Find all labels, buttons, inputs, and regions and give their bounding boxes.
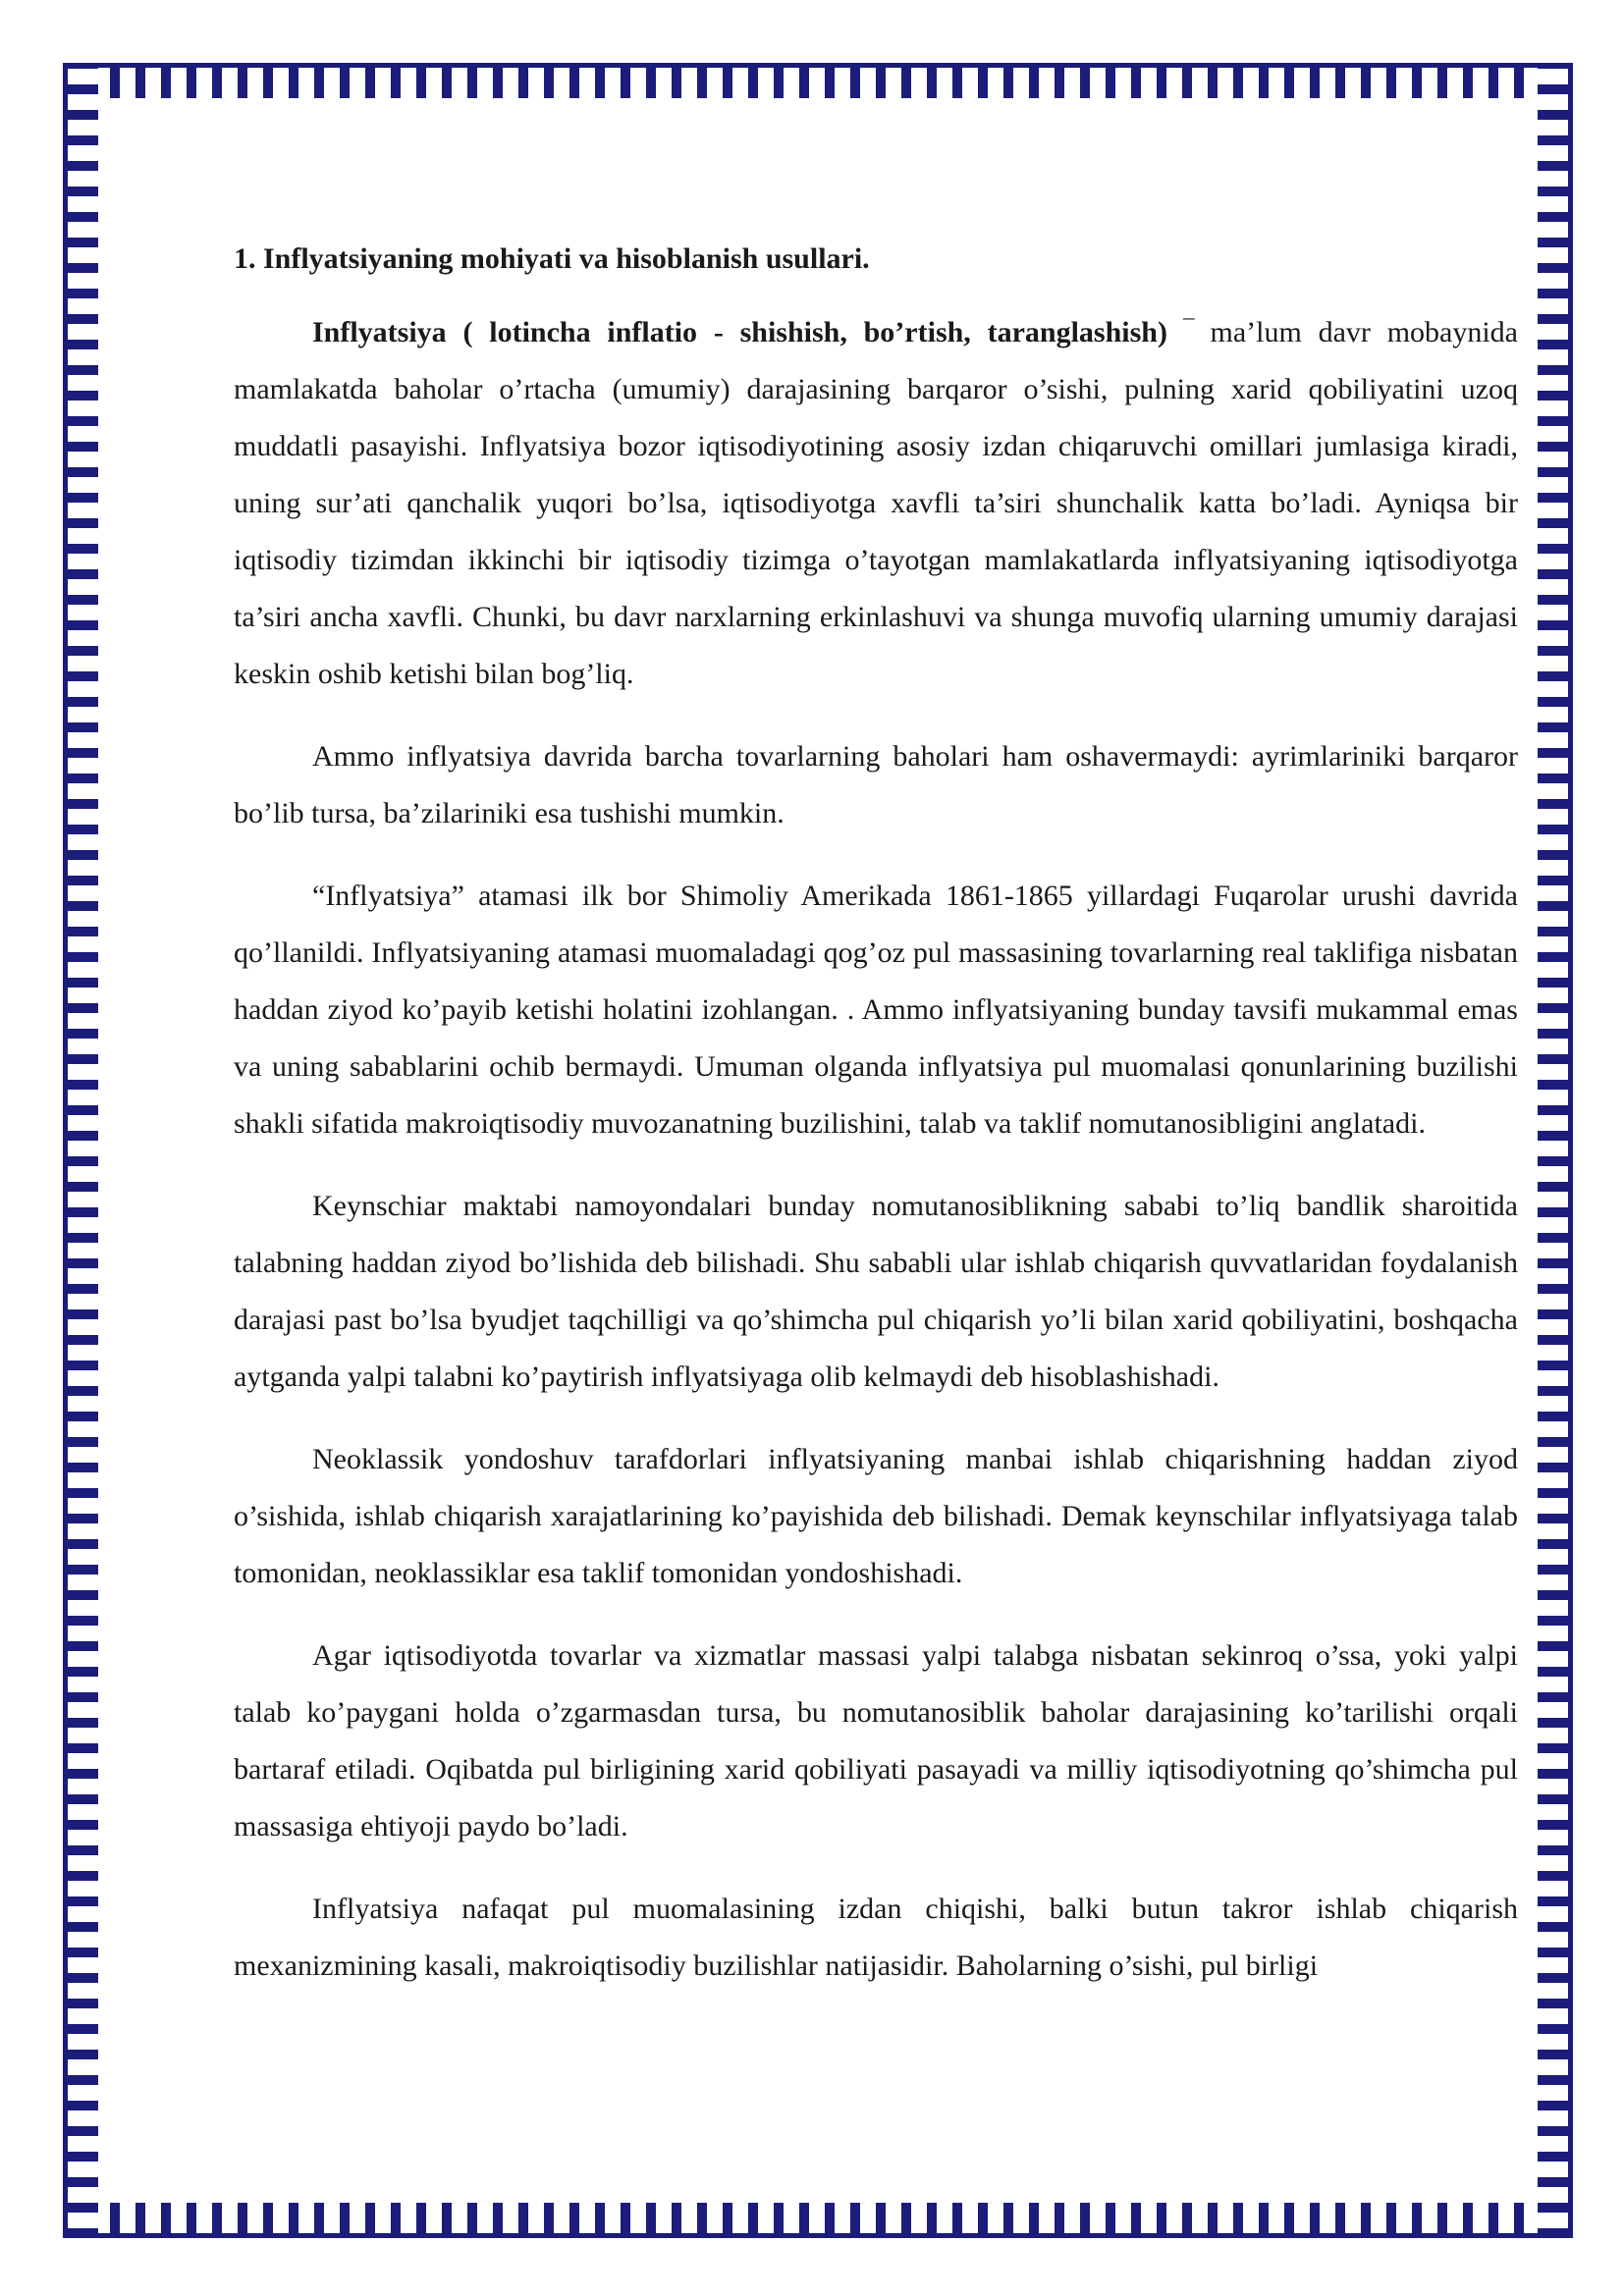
- intro-term: Inflyatsiya ( lotincha inflatio - shishish, bo’rtish, taranglashish) ‾: [312, 316, 1194, 348]
- paragraph: “Inflyatsiya” atamasi ilk bor Shimoliy Amerikada 1861-1865 yillardagi Fuqarolar urushi davrida qo’llanildi. Inflyatsiyaning atamasi muomaladagi qog’oz pul massasining tovarlarning real taklifiga nisbatan haddan ziyod ko’payib ketishi holatini izohlangan. . Ammo inflyatsiyaning bunday tavsifi mukammal emas va uning sabablarini ochib bermaydi. Umuman olganda inflyatsiya pul muomalasi qonunlarining buzilishi shakli sifatida makroiqtisodiy muvozanatning buzilishini, talab va taklif nomutanosibligini anglatadi.: [234, 880, 1518, 1140]
- frame-outer-left: [63, 63, 68, 2238]
- frame-outer-top: [63, 63, 1573, 68]
- decorative-border-top: [63, 63, 1573, 98]
- paragraph: Keynschiar maktabi namoyondalari bunday nomutanosiblikning sababi to’liq bandlik sharoitida talabning haddan ziyod bo’lishida deb bilishadi. Shu sababli ular ishlab chiqarish quvvatlaridan foydalanish darajasi past bo’lsa byudjet taqchilligi va qo’shimcha pul chiqarish yo’li bilan xarid qobiliyatini, boshqacha aytganda yalpi talabni ko’paytirish inflyatsiyaga olib kelmaydi deb hisoblashishadi.: [234, 1190, 1518, 1393]
- frame-outer-bottom: [63, 2233, 1573, 2238]
- paragraph: Neoklassik yondoshuv tarafdorlari inflyatsiyaning manbai ishlab chiqarishning haddan ziyod o’sishida, ishlab chiqarish xarajatlarining ko’payishida deb bilishadi. Demak keynschilar inflyatsiyaga talab tomonidan, neoklassiklar esa taklif tomonidan yondoshishadi.: [234, 1443, 1518, 1589]
- document-content: [234, 234, 1518, 2020]
- frame-outer-right: [1568, 63, 1573, 2238]
- paragraph: Agar iqtisodiyotda tovarlar va xizmatlar massasi yalpi talabga nisbatan sekinroq o’ssa, yoki yalpi talab ko’paygani holda o’zgarmasdan tursa, bu nomutanosiblik baholar darajasining ko’tarilishi orqali bartaraf etiladi. Oqibatda pul birligining xarid qobiliyati pasayadi va milliy iqtisodiyotning qo’shimcha pul massasiga ehtiyoji paydo bo’ladi.: [234, 1639, 1518, 1842]
- section-heading: 1. Inflyatsiyaning mohiyati va hisoblanish usullari.: [234, 242, 870, 275]
- paragraph: Inflyatsiya nafaqat pul muomalasining izdan chiqishi, balki butun takror ishlab chiqarish mexanizmining kasali, makroiqtisodiy buzilishlar natijasidir. Baholarning o’sishi, pul birligi: [234, 1893, 1518, 1982]
- decorative-border-left: [63, 63, 98, 2238]
- intro-text: ma’lum davr mobaynida mamlakatda baholar o’rtacha (umumiy) darajasining barqaror o’sishi, pulning xarid qobiliyatini uzoq muddatli pasayishi. Inflyatsiya bozor iqtisodiyotining asosiy izdan chiqaruvchi omillari jumlasiga kiradi, uning sur’ati qanchalik yuqori bo’lsa, iqtisodiyotga xavfli ta’siri shunchalik katta bo’ladi. Ayniqsa bir iqtisodiy tizimdan ikkinchi bir iqtisodiy tizimga o’tayotgan mamlakatlarda inflyatsiyaning iqtisodiyotga ta’siri ancha xavfli. Chunki, bu davr narxlarning erkinlashuvi va shunga muvofiq ularning umumiy darajasi keskin oshib ketishi bilan bog’liq.: [234, 316, 1518, 690]
- intro-paragraph: [234, 304, 1518, 703]
- paragraph: Ammo inflyatsiya davrida barcha tovarlarning baholari ham oshavermaydi: ayrimlariniki barqaror bo’lib tursa, ba’zilariniki esa tushishi mumkin.: [234, 740, 1518, 829]
